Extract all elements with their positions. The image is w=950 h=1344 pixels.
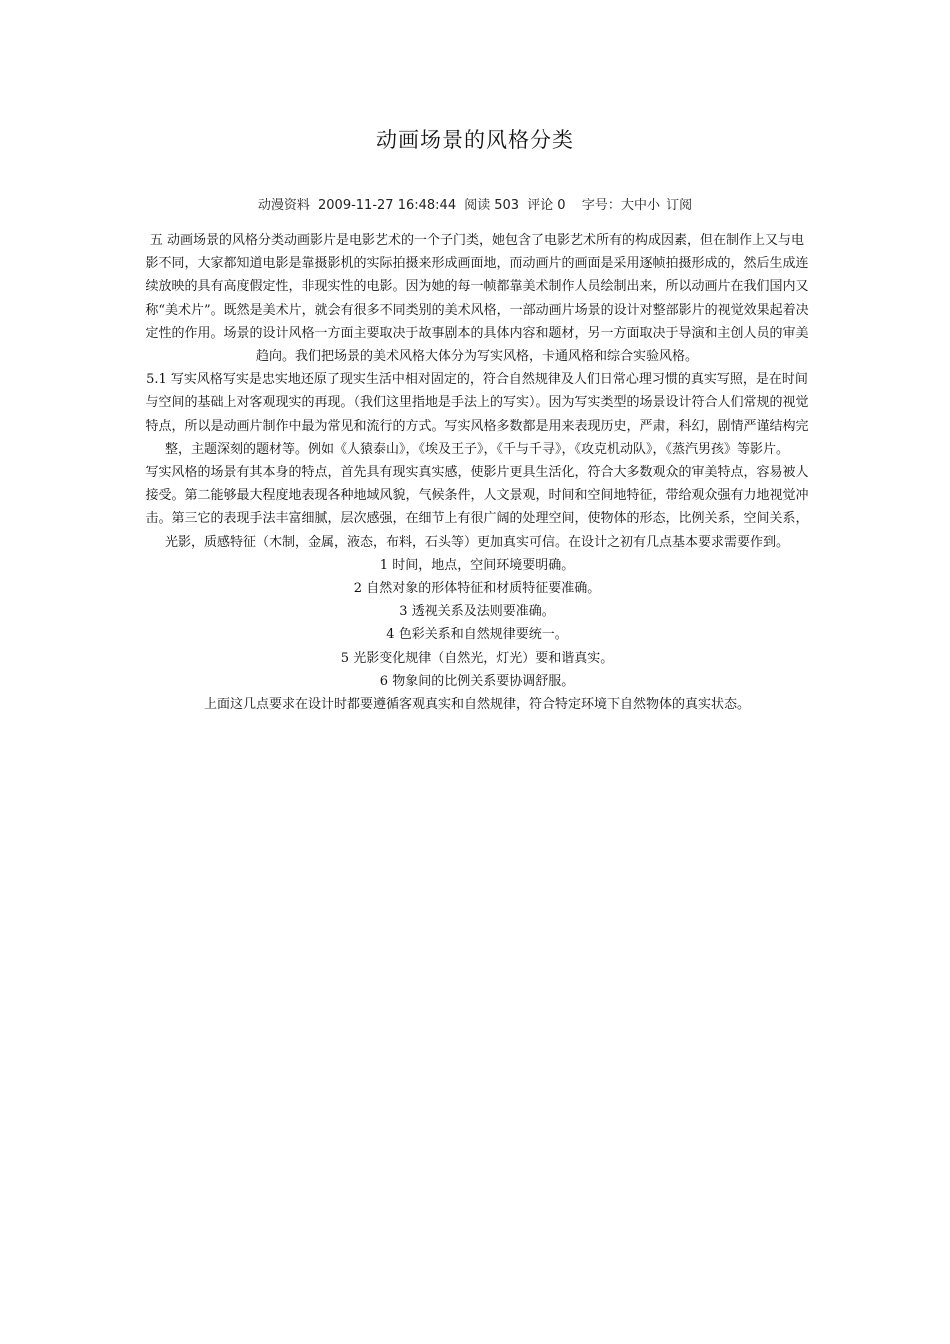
requirement-item: 3 透视关系及法则要准确。 xyxy=(399,604,555,620)
requirement-item: 1 时间，地点，空间环境要明确。 xyxy=(379,557,575,573)
article-body xyxy=(145,229,809,716)
comments-label[interactable]: 评论 xyxy=(527,198,554,213)
font-size-label: 字号： xyxy=(581,198,621,213)
page-title: 动画场景的风格分类 xyxy=(376,128,574,152)
category-link[interactable]: 动漫资料 xyxy=(257,198,310,213)
reads-label: 阅读 xyxy=(464,198,491,213)
article-meta xyxy=(0,194,950,213)
font-size-small-link[interactable]: 小 xyxy=(646,198,660,213)
body-paragraph: 写实风格的场景有其本身的特点，首先具有现实真实感，使影片更具生活化，符合大多数观众的审美特点，容易被人接受。第二能够最大程度地表现各种地域风貌，气候条件，人文景观，时间和空间地特征，带给观众强有力地视觉冲击。第三它的表现手法丰富细腻，层次感强，在细节上有很广阔的处理空间，使物体的形态，比例关系，空间关系，光影，质感特征（木制，金属，液态，布料，石头等）更加真实可信。在设计之初有几点基本要求需要作到。 xyxy=(145,465,809,550)
requirement-item: 5 光影变化规律（自然光，灯光）要和谐真实。 xyxy=(340,650,614,666)
body-paragraph: 五 动画场景的风格分类动画影片是电影艺术的一个子门类，她包含了电影艺术所有的构成因素，但在制作上又与电影不同，大家都知道电影是靠摄影机的实际拍摄来形成画面地，而动画片的画面是采用逐帧拍摄形成的，然后生成连续放映的具有高度假定性，非现实性的电影。因为她的每一帧都靠美术制作人员绘制出来，所以动画片在我们国内又称“美术片”。既然是美术片，就会有很多不同类别的美术风格，一部动画片场景的设计对整部影片的视觉效果起着决定性的作用。场景的设计风格一方面主要取决于故事剧本的具体内容和题材，另一方面取决于导演和主创人员的审美趋向。我们把场景的美术风格大体分为写实风格，卡通风格和综合实验风格。 xyxy=(145,233,809,365)
body-paragraph: 5.1 写实风格写实是忠实地还原了现实生活中相对固定的，符合自然规律及人们日常心理习惯的真实写照，是在时间与空间的基础上对客观现实的再现。（我们这里指地是手法上的写实）。因为写实类型的场景设计符合人们常规的视觉特点，所以是动画片制作中最为常见和流行的方式。写实风格多数都是用来表现历史，严肃，科幻，剧情严谨结构完整，主题深刻的题材等。例如《人猿泰山》，《埃及王子》，《千与千寻》，《攻克机动队》，《蒸汽男孩》等影片。 xyxy=(145,372,809,457)
post-datetime: 2009-11-27 16:48:44 xyxy=(318,198,457,213)
reads-count: 503 xyxy=(494,198,520,213)
comments-count: 0 xyxy=(557,198,566,213)
subscribe-link[interactable]: 订阅 xyxy=(666,198,693,213)
font-size-medium-link[interactable]: 中 xyxy=(633,198,647,213)
body-paragraph: 上面这几点要求在设计时都要遵循客观真实和自然规律，符合特定环境下自然物体的真实状态。 xyxy=(203,697,750,713)
requirement-item: 4 色彩关系和自然规律要统一。 xyxy=(386,627,568,643)
requirement-item: 2 自然对象的形体特征和材质特征要准确。 xyxy=(353,581,601,597)
requirement-item: 6 物象间的比例关系要协调舒服。 xyxy=(379,673,575,689)
font-size-large-link[interactable]: 大 xyxy=(620,198,634,213)
